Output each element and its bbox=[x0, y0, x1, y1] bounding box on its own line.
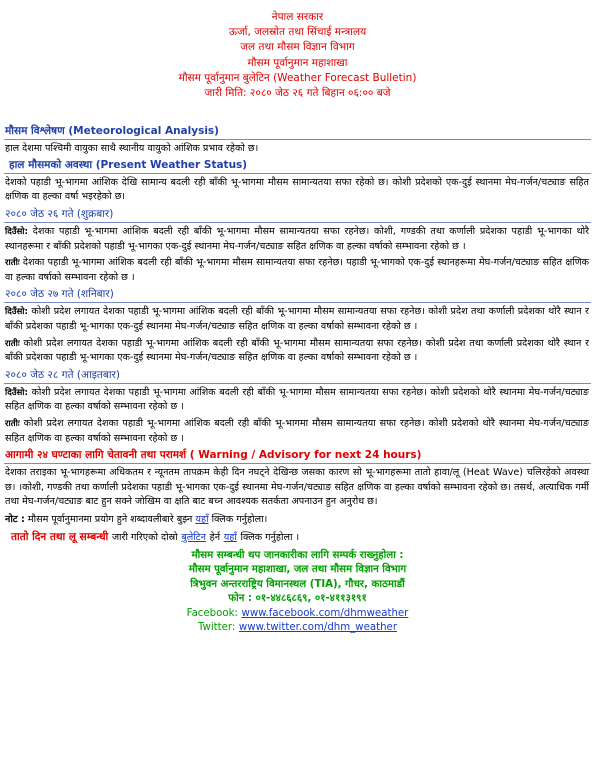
header-division: मौसम पूर्वानुमान महाशाखा bbox=[247, 56, 348, 69]
night-text: कोशी प्रदेश लगायत देशका पहाडी भू-भागमा आंशिक बदली रही बाँकी भू-भागमा मौसम सामान्यतया सफा रहनेछ। कोशी प्रदेश तथा कर्णाली प्रदेशका थोरै स्थान र बाँकी प्रदेशका पहाडी भू-भागका एक-दुई स्थानमा मेघ-गर्जन/चट्याङ सहित क्षणिक वा हल्का वर्षाको सम्भावना रहेको छ । bbox=[5, 337, 589, 364]
forecast-day2-daytime bbox=[0, 305, 595, 334]
daytime-label: दिउँसो: bbox=[5, 307, 28, 318]
forecast-day3-title: २०८० जेठ २८ गते (आइतबार) bbox=[5, 368, 120, 381]
divider bbox=[4, 302, 591, 303]
warning-title: आगामी २४ घण्टाका लागि चेतावनी तथा परामर्श ( Warning / Advisory for next 24 hours) bbox=[5, 449, 422, 462]
header-department: जल तथा मौसम विज्ञान विभाग bbox=[240, 41, 355, 54]
footer-division: मौसम पूर्वानुमान महाशाखा, जल तथा मौसम विज्ञान विभाग bbox=[188, 564, 407, 576]
forecast-day2-title: २०८० जेठ २७ गते (शनिबार) bbox=[5, 288, 114, 301]
terminology-note bbox=[0, 512, 595, 527]
forecast-day1-night bbox=[0, 256, 595, 285]
night-text: देशका पहाडी भू-भागमा आंशिक बदली रही बाँकी भू-भागमा मौसम सामान्यतया सफा रहनेछ। पहाडी भू-भागको एक-दुई स्थानहरूमा मेघ-गर्जन/चट्याङ सहित क्षणिक वा हल्का वर्षाको सम्भावना रहेको छ । bbox=[5, 257, 589, 283]
heat-bulletin-link[interactable]: बुलेटिन bbox=[181, 531, 206, 543]
status-text: देशको पहाडी भू-भागमा आंशिक देखि सामान्य बदली रही बाँकी भू-भागमा मौसम सामान्यतया सफा रहेको छ। कोशी प्रदेशको एक-दुई स्थानमा मेघ-गर्जन/चट्याङ सहित क्षणिक वा हल्का वर्षा भइरहेको छ। bbox=[5, 176, 589, 203]
terminology-link[interactable]: यहाँ bbox=[195, 513, 209, 525]
night-label: रातीः bbox=[5, 258, 20, 269]
forecast-day3-daytime bbox=[0, 386, 595, 415]
footer-address: त्रिभुवन अन्तरराष्ट्रिय विमानस्थल (TIA), गौचर, काठमाडौं bbox=[190, 578, 405, 590]
forecast-day1-daytime bbox=[0, 225, 595, 254]
facebook-link[interactable]: www.facebook.com/dhmweather bbox=[241, 607, 409, 619]
warning-text: देशका तराइका भू-भागहरूमा अधिकतम र न्यूनतम तापक्रम केही दिन नघट्ने देखिन्छ जसका कारण सो भू-भागहरूमा तातो हावा/लू (Heat Wave) चलिरहेको अवस्था छ। ।कोशी, गण्डकी तथा कर्णाली प्रदेशका पहाडी भू-भागका एक-दुई स्थानमा मेघ-गर्जन/चट्याङ सहित क्षणिक वा हल्का वर्षाको सम्भावना रहेको छ। तसर्थ, अत्याधिक गर्मी तथा मेघ-गर्जन/चट्याङ बाट हुन सक्ने जोखिम वा क्षति बाट बच्न आवश्यक सतर्कता अपनाउन हुन अनुरोध छ। bbox=[5, 467, 589, 508]
footer-twitter bbox=[0, 621, 595, 635]
analysis-text: हाल देशमा पश्चिमी वायुका साथै स्थानीय वायुको आंशिक प्रभाव रहेको छ। bbox=[5, 143, 259, 155]
heat-here-link[interactable]: यहाँ bbox=[223, 531, 237, 543]
night-text: कोशी प्रदेश लगायत देशका पहाडी भू-भागमा आंशिक बदली रही बाँकी भू-भागमा मौसम सामान्यतया सफा रहनेछ। कोशी प्रदेशको थोरै स्थानमा मेघ-गर्जन/चट्याङ सहित क्षणिक वा हल्का वर्षाको सम्भावना रहेको छ । bbox=[5, 417, 589, 444]
daytime-text: कोशी प्रदेश लगायत देशका पहाडी भू-भागमा आंशिक बदली रही बाँकी भू-भागमा मौसम सामान्यतया सफा रहनेछ। कोशी प्रदेश तथा कर्णाली प्रदेशका थोरै स्थान र बाँकी प्रदेशका पहाडी भू-भागका एक-दुई स्थानमा मेघ-गर्जन/चट्याङ सहित क्षणिक वा हल्का वर्षाको सम्भावना रहेको छ । bbox=[5, 306, 589, 332]
status-title: हाल मौसमको अवस्था (Present Weather Status) bbox=[9, 158, 248, 171]
facebook-label: Facebook: bbox=[186, 607, 238, 619]
footer-facebook bbox=[0, 607, 595, 621]
footer-phone: फोन : ०१-४४८६८६९, ०१-४११३१९१ bbox=[228, 593, 367, 605]
divider bbox=[4, 222, 591, 223]
daytime-label: दिउँसो: bbox=[5, 387, 28, 398]
heat-notice-text: जारी गरिएको दोस्रो bbox=[111, 531, 178, 543]
note-suffix: क्लिक गर्नुहोला। bbox=[211, 513, 268, 525]
analysis-title: मौसम विश्लेषण (Meteorological Analysis) bbox=[5, 125, 219, 138]
forecast-day1-title: २०८० जेठ २६ गते (शुक्रबार) bbox=[5, 208, 114, 220]
divider bbox=[4, 383, 591, 384]
bulletin-header bbox=[0, 10, 595, 101]
divider bbox=[4, 463, 591, 464]
night-label: रातीः bbox=[5, 418, 20, 429]
twitter-link[interactable]: www.twitter.com/dhm_weather bbox=[238, 621, 398, 633]
footer-contact-intro: मौसम सम्बन्धी थप जानकारीका लागि सम्पर्क राख्नुहोला : bbox=[191, 549, 404, 561]
header-government: नेपाल सरकार bbox=[271, 11, 324, 23]
note-label: नोट : bbox=[5, 513, 25, 525]
note-text: मौसम पूर्वानुमानमा प्रयोग हुने शब्दावलीबारे बुझ्न bbox=[27, 513, 193, 525]
heat-wave-notice bbox=[0, 529, 595, 546]
night-label: रातीः bbox=[5, 338, 20, 349]
header-issue-date: जारी मिति: २०८० जेठ २६ गते बिहान ०६:०० बजे bbox=[204, 87, 391, 100]
forecast-day2-night bbox=[0, 337, 595, 366]
heat-wave-label: तातो दिन तथा लू सम्बन्धी bbox=[11, 530, 109, 543]
divider bbox=[4, 139, 591, 140]
daytime-label: दिउँसो: bbox=[5, 227, 28, 237]
contact-footer bbox=[0, 549, 595, 635]
daytime-text: देशका पहाडी भू-भागमा आंशिक बदली रही बाँकी भू-भागमा मौसम सामान्यतया सफा रहनेछ। कोशी, गण्डकी तथा कर्णाली प्रदेशका पहाडी भू-भागका थोरै स्थानहरूमा र बाँकी प्रदेशको पहाडी भू-भागका एक-दुई स्थानमा मेघ-गर्जन/चट्याङ सहित क्षणिक वा हल्का वर्षाको सम्भावना रहेको छ । bbox=[5, 226, 589, 252]
heat-notice-text2: हेर्न bbox=[209, 531, 221, 543]
twitter-label: Twitter: bbox=[197, 621, 236, 633]
heat-notice-suffix: क्लिक गर्नुहोला । bbox=[240, 531, 300, 543]
daytime-text: कोशी प्रदेश लगायत देशका पहाडी भू-भागमा आंशिक बदली रही बाँकी भू-भागमा मौसम सामान्यतया सफा रहनेछ। कोशी प्रदेशको थोरै स्थानमा मेघ-गर्जन/चट्याङ सहित क्षणिक वा हल्का वर्षाको सम्भावना रहेको छ । bbox=[5, 386, 589, 413]
header-ministry: ऊर्जा, जलस्रोत तथा सिंचाई मन्त्रालय bbox=[228, 26, 367, 39]
divider bbox=[4, 173, 591, 174]
header-bulletin-title: मौसम पूर्वानुमान बुलेटिन (Weather Forecast Bulletin) bbox=[178, 71, 417, 84]
forecast-day3-night bbox=[0, 417, 595, 446]
